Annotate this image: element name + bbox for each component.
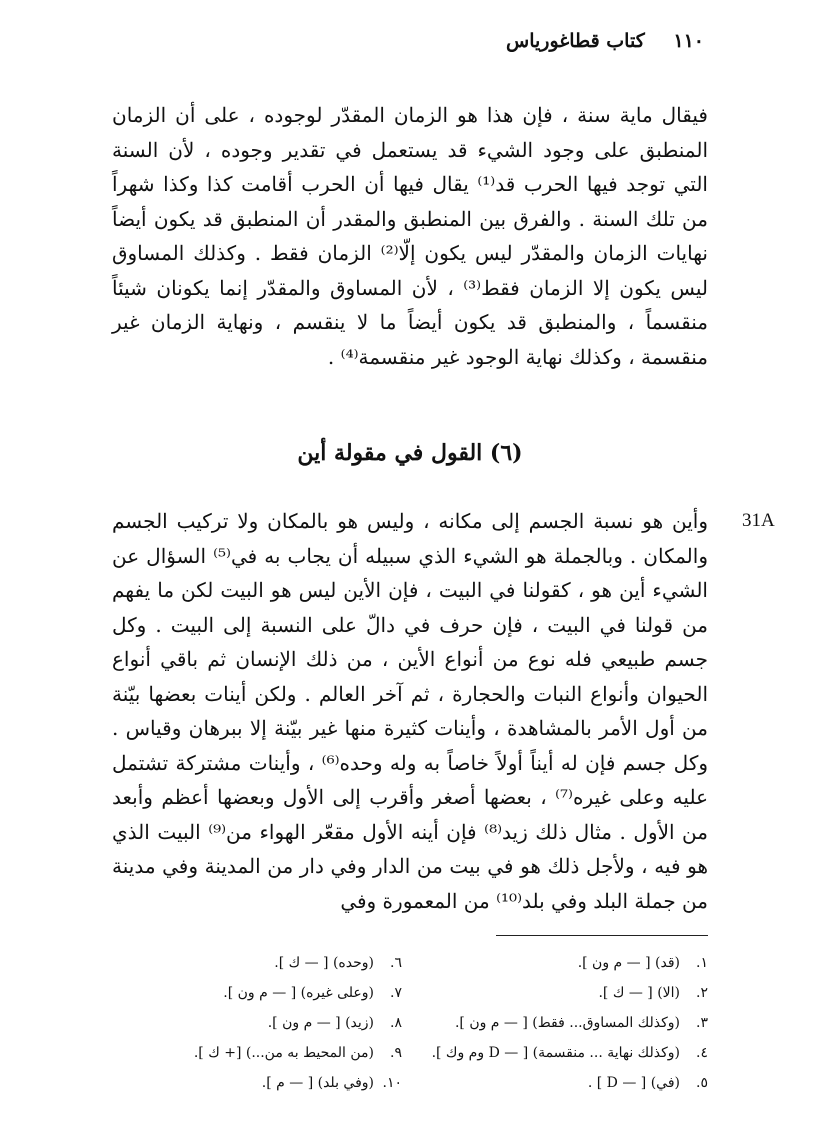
footnote-item [112, 1068, 402, 1098]
footnote-text: (وفي بلد) [ — م ]. [261, 1075, 374, 1091]
running-head [506, 30, 704, 52]
footnote-divider [496, 935, 708, 936]
footnote-item [112, 1008, 402, 1038]
book-title: كتاب قطاغورياس [506, 30, 645, 52]
footnotes-left-column [112, 948, 402, 1098]
footnote-text: (الا) [ — ك ]. [598, 985, 680, 1001]
footnote-item [418, 1008, 708, 1038]
footnote-number: ٤. [696, 1045, 708, 1061]
footnote-text: (في) [ — D ] . [587, 1075, 680, 1091]
footnote-text: (وكذلك نهاية ... منقسمة) [ — D وم وك ]. [431, 1045, 680, 1061]
footnote-item [418, 1038, 708, 1068]
footnote-text: (زيد) [ — م ون ]. [267, 1015, 374, 1031]
footnote-number: ١. [696, 955, 708, 971]
footnote-text: (من المحيط به من...) [+ ك ]. [193, 1045, 374, 1061]
section-heading: (٦) القول في مقولة أين [297, 440, 523, 466]
footnote-item [418, 1068, 708, 1098]
margin-reference: 31A [742, 510, 775, 531]
footnote-text: (وحده) [ — ك ]. [274, 955, 374, 971]
footnote-text: (وكذلك المساوق... فقط) [ — م ون ]. [454, 1015, 680, 1031]
paragraph-1-text: فيقال ماية سنة ، فإن هذا هو الزمان المقدّر لوجوده ، على أن الزمان المنطبق على وجود الشيء قد يستعمل في تقدير وجوده ، لأن السنة التي توجد فيها الحرب قد⁽¹⁾ يقال فيها أن الحرب أقامت كذا وكذا شهراً من تلك السنة . والفرق بين المنطبق والمقدر أن المنطبق قد يكون أيضاً نهايات الزمان والمقدّر ليس يكون إلّا⁽²⁾ الزمان فقط . وكذلك المساوق ليس يكون إلا الزمان فقط⁽³⁾ ، لأن المساوق والمقدّر إنما يكونان شيئاً منقسماً ، والمنطبق قد يكون أيضاً ما لا ينقسم ، ونهاية الزمان غير منقسمة ، وكذلك نهاية الوجود غير منقسمة⁽⁴⁾ . [112, 103, 708, 369]
paragraph-1 [112, 98, 708, 374]
footnote-number: ١٠. [382, 1075, 402, 1091]
footnote-item [418, 978, 708, 1008]
footnote-text: (قد) [ — م ون ]. [577, 955, 680, 971]
footnote-item [112, 948, 402, 978]
footnotes-right-column [418, 948, 708, 1098]
footnote-text: (وعلى غيره) [ — م ون ]. [223, 985, 374, 1001]
footnote-item [112, 1038, 402, 1068]
paragraph-2-text: وأين هو نسبة الجسم إلى مكانه ، وليس هو بالمكان ولا تركيب الجسم والمكان . وبالجملة هو الشيء الذي سبيله أن يجاب به في⁽⁵⁾ السؤال عن الشيء أين هو ، كقولنا في البيت ، فإن الأين ليس هو البيت لكن ما يفهم من قولنا في البيت ، فإن حرف في دالّ على النسبة إلى البيت . وكل جسم طبيعي فله نوع من أنواع الأين ، من ذلك الإنسان ثم باقي أنواع الحيوان وأنواع النبات والحجارة ، ثم آخر العالم . ولكن أينات بعضها بيّنة من أول الأمر بالمشاهدة ، وأينات كثيرة منها غير بيّنة إلا ببرهان وقياس . وكل جسم فإن له أيناً أولاً خاصاً به وله وحده⁽⁶⁾ ، وأينات مشتركة تشتمل عليه وعلى غيره⁽⁷⁾ ، بعضها أصغر وأقرب إلى الأول وبعضها أعظم وأبعد من الأول . مثال ذلك زيد⁽⁸⁾ فإن أينه الأول مقعّر الهواء من⁽⁹⁾ البيت الذي هو فيه ، ولأجل ذلك هو في بيت من الدار وفي دار من المدينة وفي مدينة من جملة البلد وفي بلد⁽¹⁰⁾ من المعمورة وفي [112, 509, 709, 913]
footnote-number: ٨. [390, 1015, 402, 1031]
paragraph-2 [112, 504, 708, 918]
footnote-number: ٥. [696, 1075, 708, 1091]
footnote-number: ٣. [696, 1015, 708, 1031]
page-number: ١١٠ [673, 30, 704, 52]
footnote-item [418, 948, 708, 978]
footnote-number: ٧. [390, 985, 402, 1001]
footnote-number: ٢. [696, 985, 708, 1001]
footnote-item [112, 978, 402, 1008]
footnote-number: ٩. [390, 1045, 402, 1061]
footnote-number: ٦. [390, 955, 402, 971]
